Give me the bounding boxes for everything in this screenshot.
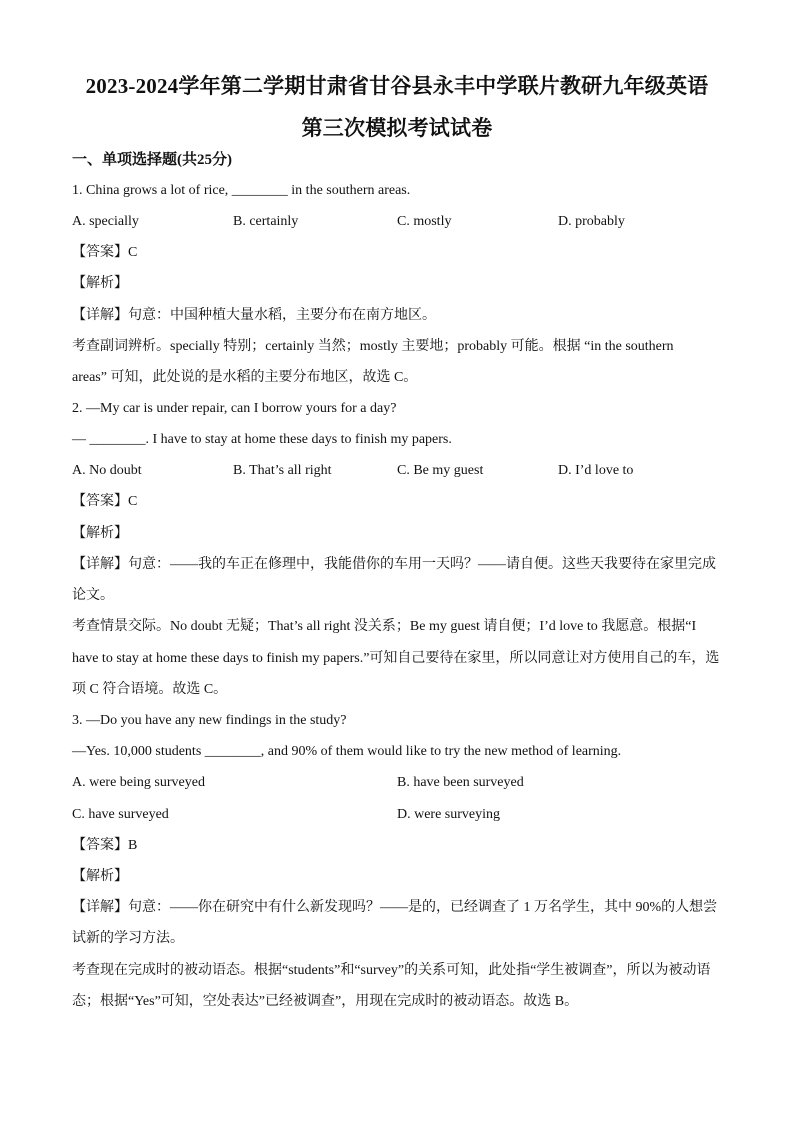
q1-explain-1: 考查副词辨析。specially 特别；certainly 当然；mostly 主要地；probably 可能。根据 “in the southern [72,339,674,354]
q3-detail-2: 试新的学习方法。 [72,931,184,946]
q3-option-d: D. were surveying [397,807,501,822]
section-heading: 一、单项选择题(共25分) [72,152,232,168]
q2-stem-2: — ________. I have to stay at home these days to finish my papers. [72,432,452,447]
exam-title-line2: 第三次模拟考试试卷 [301,116,493,140]
q1-option-c: C. mostly [397,214,452,229]
q3-option-a: A. were being surveyed [72,775,205,790]
q1-stem: 1. China grows a lot of rice, ________ in the southern areas. [72,183,411,198]
q2-explain-2: have to stay at home these days to finish my papers.”可知自己要待在家里，所以同意让对方使用自己的车，选 [72,651,720,666]
q2-stem-1: 2. —My car is under repair, can I borrow yours for a day? [72,401,397,416]
q2-detail-2: 论文。 [72,588,114,603]
q2-option-a: A. No doubt [72,463,142,478]
q3-option-c: C. have surveyed [72,807,169,822]
q1-analysis-label: 【解析】 [72,276,128,291]
q3-explain-2: 态；根据“Yes”可知，空处表达”已经被调查”，用现在完成时的被动语态。故选 B。 [72,994,579,1009]
q1-explain-2: areas” 可知，此处说的是水稻的主要分布地区，故选 C。 [72,370,418,385]
q2-explain-1: 考查情景交际。No doubt 无疑；That’s all right 没关系；Be my guest 请自便；I’d love to 我愿意。根据“I [72,619,697,634]
q1-option-d: D. probably [558,214,625,229]
q2-explain-3: 项 C 符合语境。故选 C。 [72,682,228,697]
q2-option-b: B. That’s all right [233,463,332,478]
q1-answer: 【答案】C [72,245,138,260]
q2-option-d: D. I’d love to [558,463,634,478]
q2-detail-1: 【详解】句意：——我的车正在修理中，我能借你的车用一天吗？——请自便。这些天我要待在家里完成 [72,557,716,572]
q1-option-b: B. certainly [233,214,299,229]
q3-analysis-label: 【解析】 [72,869,128,884]
q3-option-b: B. have been surveyed [397,775,524,790]
q1-detail: 【详解】句意：中国种植大量水稻，主要分布在南方地区。 [72,308,436,323]
q2-option-c: C. Be my guest [397,463,484,478]
q3-answer: 【答案】B [72,838,138,853]
q2-answer: 【答案】C [72,494,138,509]
exam-title-line1: 2023-2024学年第二学期甘肃省甘谷县永丰中学联片教研九年级英语 [85,74,709,98]
q3-explain-1: 考查现在完成时的被动语态。根据“students”和“survey”的关系可知，此处指“学生被调查”，所以为被动语 [72,963,711,978]
q3-stem-1: 3. —Do you have any new findings in the study? [72,713,347,728]
q3-stem-2: —Yes. 10,000 students ________, and 90% of them would like to try the new method of learning. [72,744,622,759]
q3-detail-1: 【详解】句意：——你在研究中有什么新发现吗？——是的，已经调查了 1 万名学生，其中 90%的人想尝 [72,900,718,915]
q2-analysis-label: 【解析】 [72,526,128,541]
q1-option-a: A. specially [72,214,139,229]
